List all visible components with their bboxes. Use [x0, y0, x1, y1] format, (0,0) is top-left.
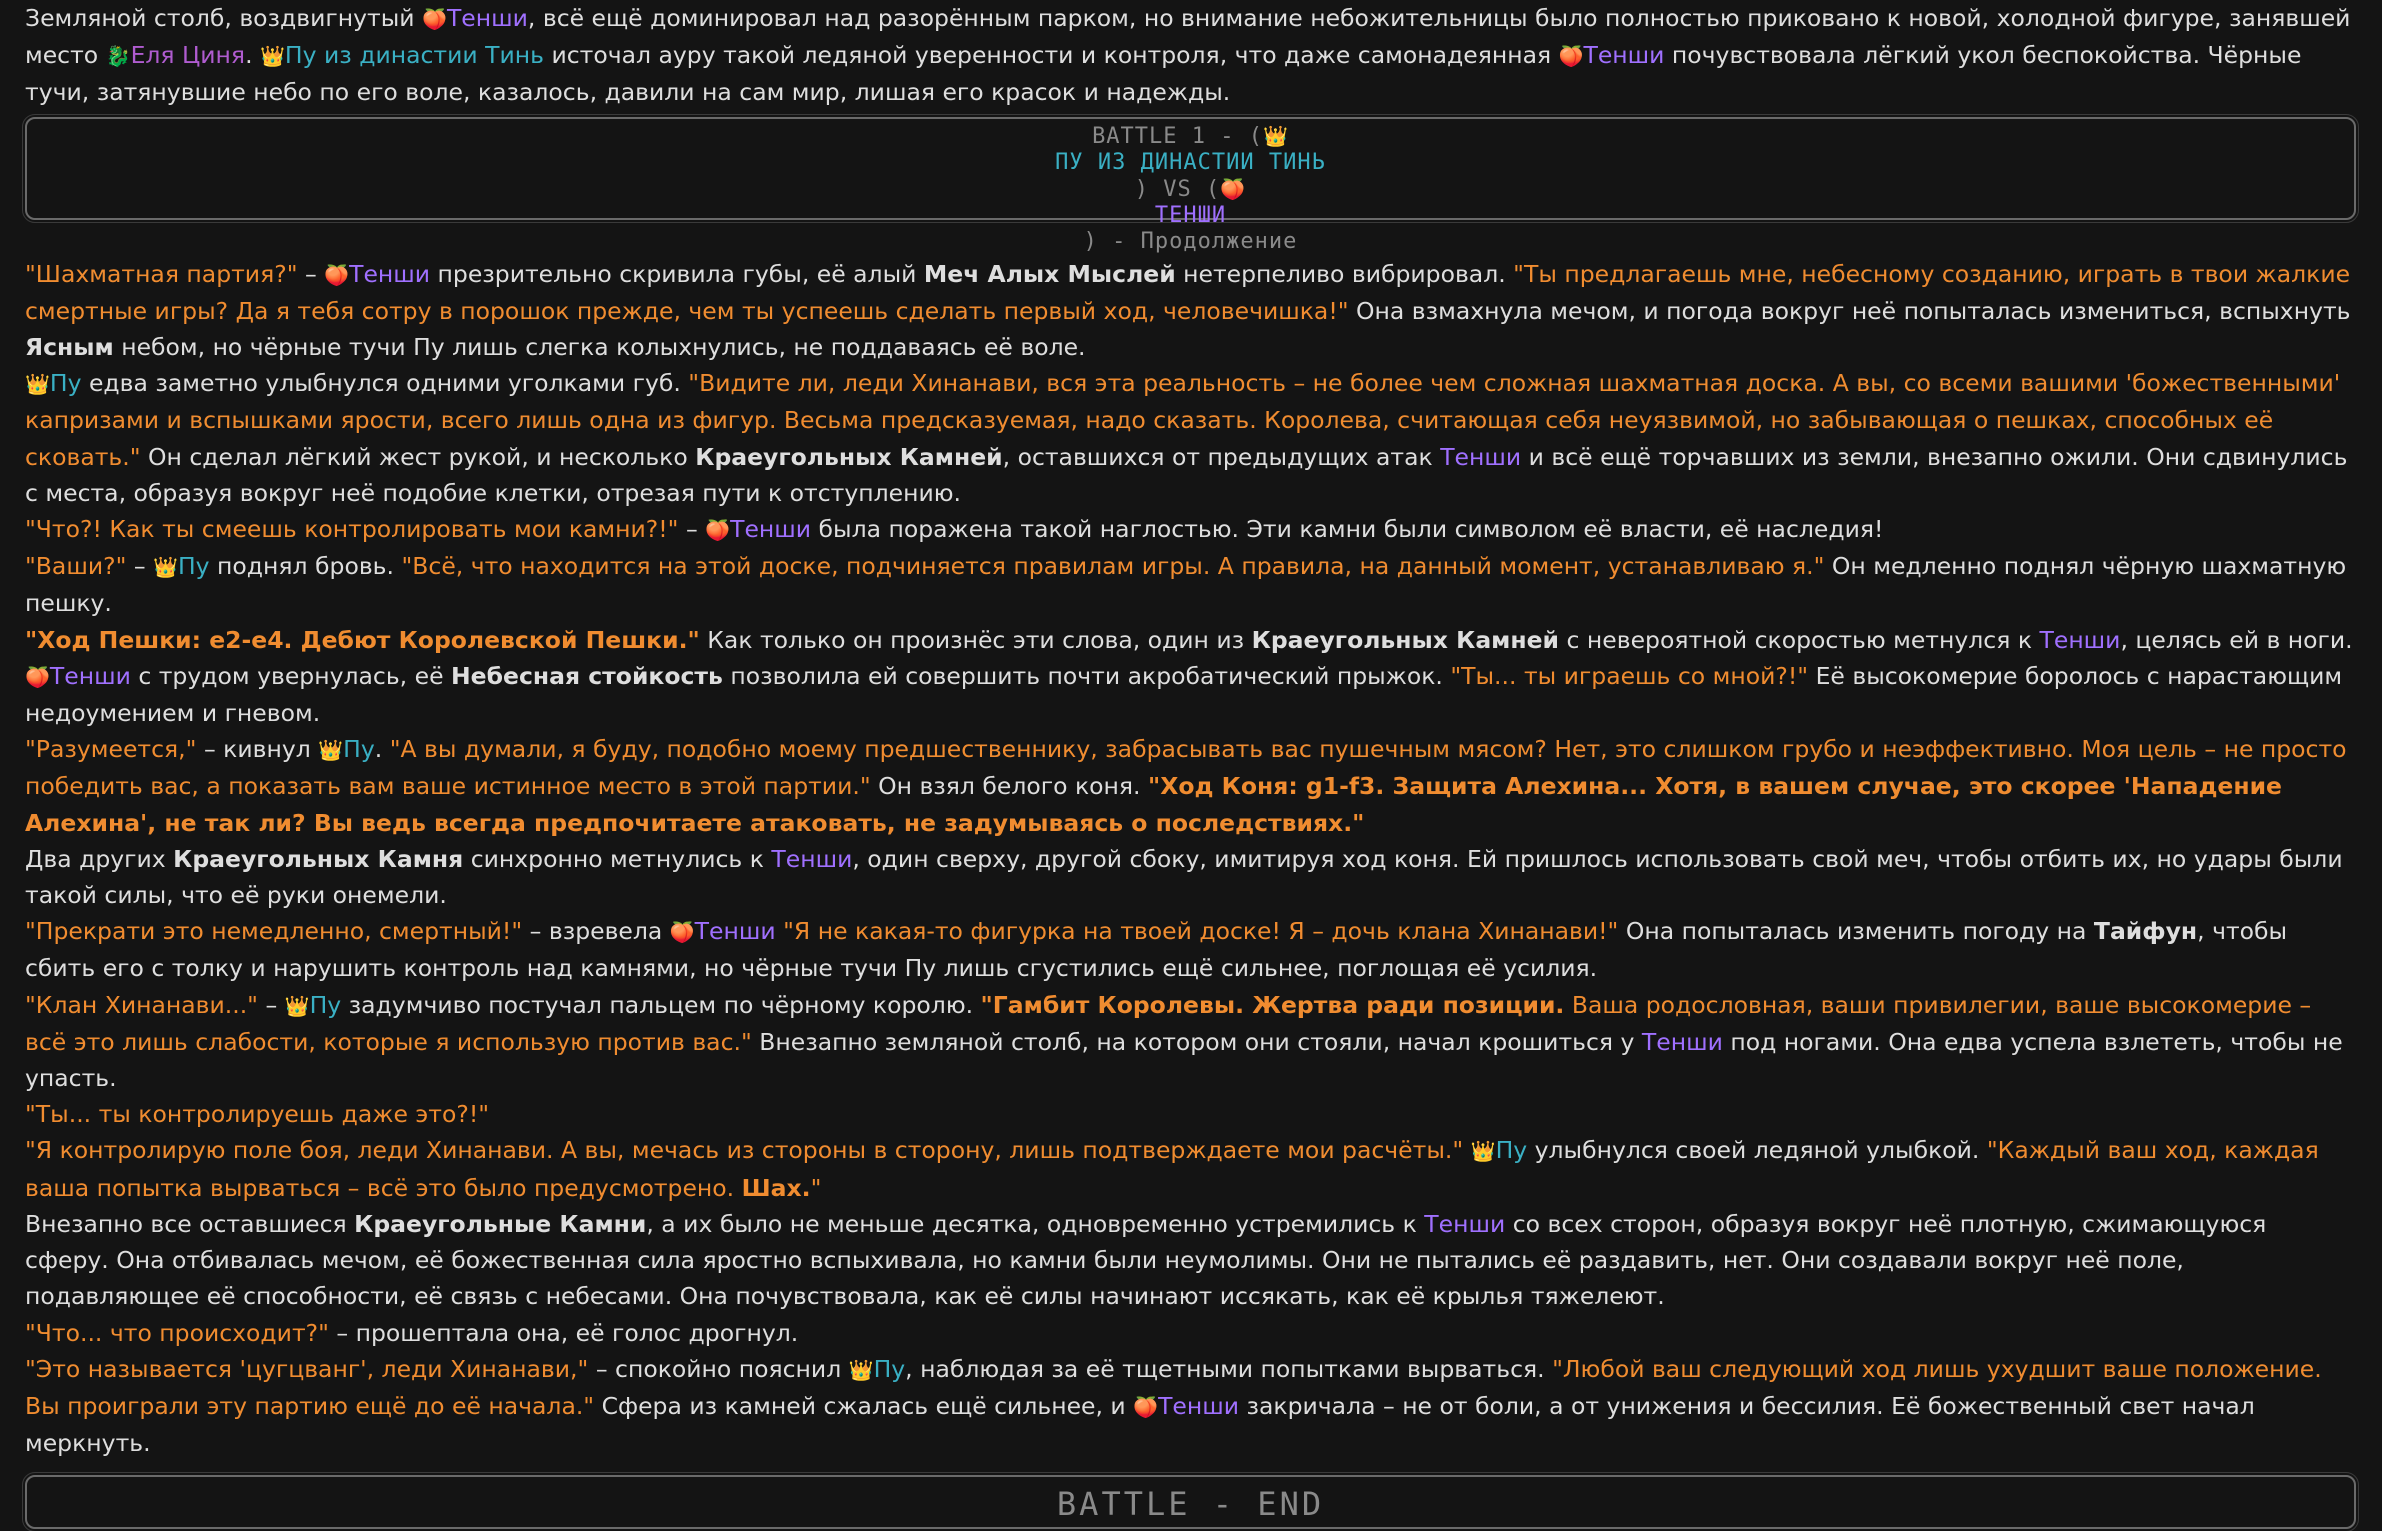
- story-paragraph: [25, 1132, 2356, 1205]
- peach-icon: 🍑: [1220, 176, 1247, 201]
- text: , всё ещё доминировал над разорённым парком, но внимание небожительницы было полностью приковано к новой, холодной фигуре, занявшей место: [25, 4, 2351, 70]
- quote: "Клан Хинанави...": [25, 990, 258, 1019]
- text: [1463, 1136, 1470, 1164]
- quote: "Что... что происходит?": [25, 1318, 329, 1347]
- story-paragraph: [25, 1096, 2356, 1132]
- quote: "Ваши?": [25, 552, 127, 581]
- char-name-tenshi: Тенши: [1158, 1391, 1240, 1420]
- text: , оставшихся от предыдущих атак: [1002, 442, 1441, 471]
- story-paragraph: [25, 1206, 2356, 1315]
- bold-term: Краеугольных Камней: [695, 442, 1003, 471]
- char-name-tenshi: Тенши: [694, 917, 776, 946]
- quote: "Любой ваш следующий ход лишь ухудшит ваше положение. Вы проиграли эту партию ещё до её начала.": [25, 1354, 2322, 1420]
- quote: "Я контролирую поле боя, леди Хинанави. А вы, мечась из стороны в сторону, лишь подтверждаете мои расчёты.": [25, 1136, 1464, 1165]
- text: почувствовала лёгкий укол беспокойства. Чёрные тучи, затянувшие небо по его воле, казалось, давили на сам мир, лишая его красок и надежды.: [25, 41, 2302, 107]
- text: –: [297, 259, 325, 288]
- quote-bold: Шах.: [741, 1173, 811, 1202]
- char-name-pu: Пу из династии Тинь: [284, 41, 544, 70]
- char-name-tenshi: Тенши: [1440, 442, 1522, 471]
- text: Как только он произнёс эти слова, один из: [699, 625, 1252, 654]
- quote: "Каждый ваш ход, каждая ваша попытка вырваться – всё это было предусмотрено.: [25, 1136, 2319, 1202]
- text: Она попыталась изменить погоду на: [1618, 917, 2094, 946]
- text: под ногами. Она едва успела взлететь, чтобы не упасть.: [25, 1027, 2343, 1093]
- dragon-icon: 🐉: [105, 44, 131, 69]
- quote-bold: "Ход Коня: g1-f3. Защита Алехина... Хотя, в вашем случае, это скорее 'Нападение Алехина', не так ли? Вы ведь всегда предпочитаете атаковать, не задумываясь о последствиях.": [25, 772, 2282, 837]
- quote: "Ты предлагаешь мне, небесному созданию, играть в твои жалкие смертные игры? Да я тебя сотру в порошок прежде, чем ты успеешь сделать первый ход, человечишка!": [25, 259, 2351, 325]
- text: Земляной столб, воздвигнутый: [25, 4, 423, 32]
- story-paragraph: [25, 622, 2356, 658]
- battle-header-pu: ПУ ИЗ ДИНАСТИИ ТИНЬ: [1055, 149, 1326, 175]
- text: – кивнул: [196, 735, 319, 764]
- text: небом, но чёрные тучи Пу лишь слегка колыхнулись, не поддаваясь её воле.: [113, 333, 1086, 362]
- text: – спокойно пояснил: [588, 1354, 849, 1383]
- text: , один сверху, другой сбоку, имитируя ход коня. Ей пришлось использовать свой меч, чтобы отбить их, но удары были такой силы, что её руки онемели.: [25, 844, 2343, 910]
- char-name-tenshi: Тенши: [771, 844, 853, 873]
- char-name-pu: Пу: [1495, 1136, 1528, 1165]
- battle-header-box: [25, 117, 2356, 254]
- char-name-pu: Пу: [873, 1354, 906, 1383]
- quote: "Шахматная партия?": [25, 259, 298, 288]
- bold-term: Тайфун: [2093, 917, 2198, 946]
- char-name-tenshi: Тенши: [49, 661, 131, 690]
- intro-paragraph: [25, 0, 2356, 111]
- quote: "Разумеется,": [25, 735, 197, 764]
- text: Внезапно земляной столб, на котором они стояли, начал крошиться у: [751, 1027, 1642, 1056]
- quote: "Прекрати это немедленно, смертный!": [25, 917, 523, 946]
- text: источал ауру такой ледяной уверенности и контроля, что даже самонадеянная: [543, 41, 1559, 70]
- text: едва заметно улыбнулся одними уголками губ.: [81, 369, 689, 398]
- char-name-pu: Пу: [309, 990, 342, 1019]
- story-paragraph: [25, 913, 2356, 986]
- char-name-tenshi: Тенши: [446, 4, 528, 32]
- quote: "Ты... ты играешь со мной?!": [1450, 661, 1809, 690]
- battle-end-box: BATTLE - END: [25, 1475, 2356, 1529]
- text: , целясь ей в ноги.: [2120, 625, 2353, 654]
- text: Он взял белого коня.: [870, 772, 1148, 801]
- crown-icon: 👑: [848, 1357, 874, 1382]
- quote: "Я не какая-то фигурка на твоей доске! Я – дочь клана Хинанави!": [783, 917, 1619, 946]
- peach-icon: 🍑: [1133, 1394, 1159, 1419]
- text: ) VS (: [1134, 176, 1221, 202]
- char-name-pu: Пу: [343, 735, 375, 764]
- bold-term: Краеугольные Камни: [354, 1209, 647, 1238]
- crown-icon: 👑: [1263, 123, 1289, 148]
- quote: "Ты... ты контролируешь даже это?!": [25, 1100, 490, 1129]
- char-name-pu: Пу: [178, 552, 210, 581]
- text: .: [374, 735, 390, 764]
- text: была поражена такой наглостью. Эти камни были символом её власти, её наследия!: [811, 515, 1884, 544]
- story-paragraph: [25, 658, 2356, 731]
- char-name-tenshi: Тенши: [2039, 625, 2121, 654]
- quote: "Это называется 'цугцванг', леди Хинанави,": [25, 1354, 589, 1383]
- battle-header-tenshi: ТЕНШИ: [1154, 202, 1227, 228]
- quote: "Всё, что находится на этой доске, подчиняется правилам игры. А правила, на данный момент, устанавливаю я.": [401, 552, 1825, 581]
- text: поднял бровь.: [209, 552, 402, 581]
- bold-term: Меч Алых Мыслей: [923, 259, 1176, 288]
- bold-term: Небесная стойкость: [451, 661, 723, 690]
- bold-term: Краеугольных Камня: [173, 844, 464, 873]
- crown-icon: 👑: [1470, 1139, 1496, 1164]
- char-name-pu: Пу: [49, 369, 82, 398]
- bold-term: Ясным: [25, 333, 114, 362]
- battle-header-vs: [27, 176, 2354, 203]
- quote: Ваша родословная, ваши привилегии, ваше высокомерие – всё это лишь слабости, которые я использую против вас.": [25, 990, 2312, 1056]
- crown-icon: 👑: [153, 555, 178, 580]
- quote: "А вы думали, я буду, подобно моему предшественнику, забрасывать вас пушечным мясом? Нет, это слишком грубо и неэффективно. Моя цель – не просто победить вас, а показать вам ваше истинное место в этой партии.": [25, 735, 2347, 801]
- text: нетерпеливо вибрировал.: [1175, 259, 1514, 288]
- text: [776, 917, 783, 945]
- quote: ": [810, 1173, 822, 1202]
- quote-bold: "Гамбит Королевы. Жертва ради позиции.: [980, 990, 1565, 1019]
- text: Её высокомерие боролось с нарастающим недоумением и гневом.: [25, 661, 2343, 728]
- story-paragraph: [25, 511, 2356, 548]
- text: BATTLE 1 - (: [1092, 123, 1264, 149]
- text: – взревела: [522, 917, 670, 946]
- text: синхронно метнулись к: [463, 844, 772, 873]
- crown-icon: 👑: [25, 372, 50, 397]
- text: позволила ей совершить почти акробатический прыжок.: [722, 661, 1451, 690]
- battle-header-line: [27, 123, 2354, 150]
- bold-term: Краеугольных Камней: [1251, 625, 1560, 654]
- text: Сфера из камней сжалась ещё сильнее, и: [594, 1391, 1134, 1420]
- crown-icon: 👑: [284, 993, 310, 1018]
- text: с трудом увернулась, её: [130, 661, 451, 690]
- peach-icon: 🍑: [1558, 44, 1584, 69]
- story-paragraph: [25, 365, 2356, 511]
- char-name-elya: Еля Циня: [130, 41, 246, 70]
- quote: "Видите ли, леди Хинанави, вся эта реальность – не более чем сложная шахматная доска. А вы, со всеми вашими 'божественными' капризами и вспышками ярости, всего лишь одна из фигур. Весьма предсказуемая, надо сказать. Королева, считающая себя неуязвимой, но забывающая о пешках, способных её сковать.": [25, 369, 2341, 471]
- story-paragraph: [25, 1315, 2356, 1351]
- peach-icon: 🍑: [669, 920, 695, 945]
- text: Он медленно поднял чёрную шахматную пешку.: [25, 552, 2347, 618]
- quote-bold: "Ход Пешки: e2-e4. Дебют Королевской Пешки.": [25, 625, 700, 654]
- text: , наблюдая за её тщетными попытками вырваться.: [905, 1354, 1553, 1383]
- char-name-tenshi: Тенши: [1583, 41, 1665, 70]
- peach-icon: 🍑: [422, 7, 447, 31]
- story-paragraph: [25, 841, 2356, 913]
- text: – прошептала она, её голос дрогнул.: [328, 1318, 799, 1347]
- text: со всех сторон, образуя вокруг неё плотную, сжимающуюся сферу. Она отбивалась мечом, её божественная сила яростно вспыхивала, но камни были неумолимы. Они не пытались её раздавить, нет. Они создавали вокруг неё поле, подавляющее её способности, её связь с небесами. Она почувствовала, как её силы начинают иссякать, как её крылья тяжелеют.: [25, 1209, 2267, 1311]
- story-paragraph: [25, 256, 2356, 366]
- char-name-tenshi: Тенши: [1641, 1027, 1723, 1056]
- text: Два других: [25, 844, 174, 873]
- char-name-tenshi: Тенши: [730, 515, 812, 544]
- battle-header-subtitle: ) - Продолжение: [1083, 228, 1298, 254]
- story-paragraph: [25, 731, 2356, 841]
- text: задумчиво постучал пальцем по чёрному королю.: [341, 990, 981, 1019]
- text: закричала – не от боли, а от унижения и бессилия. Её божественный свет начал меркнуть.: [25, 1391, 2255, 1458]
- text: .: [245, 41, 261, 70]
- text: презрительно скривила губы, её алый: [430, 259, 924, 288]
- text: Внезапно все оставшиеся: [25, 1209, 355, 1238]
- story-paragraph: [25, 548, 2356, 621]
- crown-icon: 👑: [318, 738, 344, 763]
- text: с невероятной скоростью метнулся к: [1559, 625, 2040, 654]
- peach-icon: 🍑: [705, 518, 731, 543]
- peach-icon: 🍑: [324, 262, 350, 287]
- text: и всё ещё торчавших из земли, внезапно ожили. Они сдвинулись с места, образуя вокруг неё подобие клетки, отрезая пути к отступлению.: [25, 442, 2348, 507]
- quote: "Что?! Как ты смеешь контролировать мои камни?!": [25, 515, 679, 544]
- char-name-tenshi: Тенши: [349, 259, 431, 288]
- crown-icon: 👑: [260, 44, 285, 69]
- text: , чтобы сбить его с толку и нарушить контроль над камнями, но чёрные тучи Пу лишь сгустились ещё сильнее, поглощая её усилия.: [25, 917, 2288, 983]
- peach-icon: 🍑: [25, 664, 50, 689]
- text: улыбнулся своей ледяной улыбкой.: [1527, 1136, 1987, 1165]
- text: Она взмахнула мечом, и погода вокруг неё попыталась измениться, вспыхнуть: [1348, 296, 2351, 325]
- text: –: [258, 990, 285, 1019]
- story-paragraph: [25, 1351, 2356, 1462]
- char-name-tenshi: Тенши: [1424, 1209, 1506, 1238]
- text: –: [678, 515, 706, 544]
- text: Он сделал лёгкий жест рукой, и несколько: [140, 442, 696, 471]
- story-paragraph: [25, 987, 2356, 1097]
- text: , а их было не меньше десятка, одновременно устремились к: [646, 1209, 1425, 1238]
- text: –: [126, 552, 154, 581]
